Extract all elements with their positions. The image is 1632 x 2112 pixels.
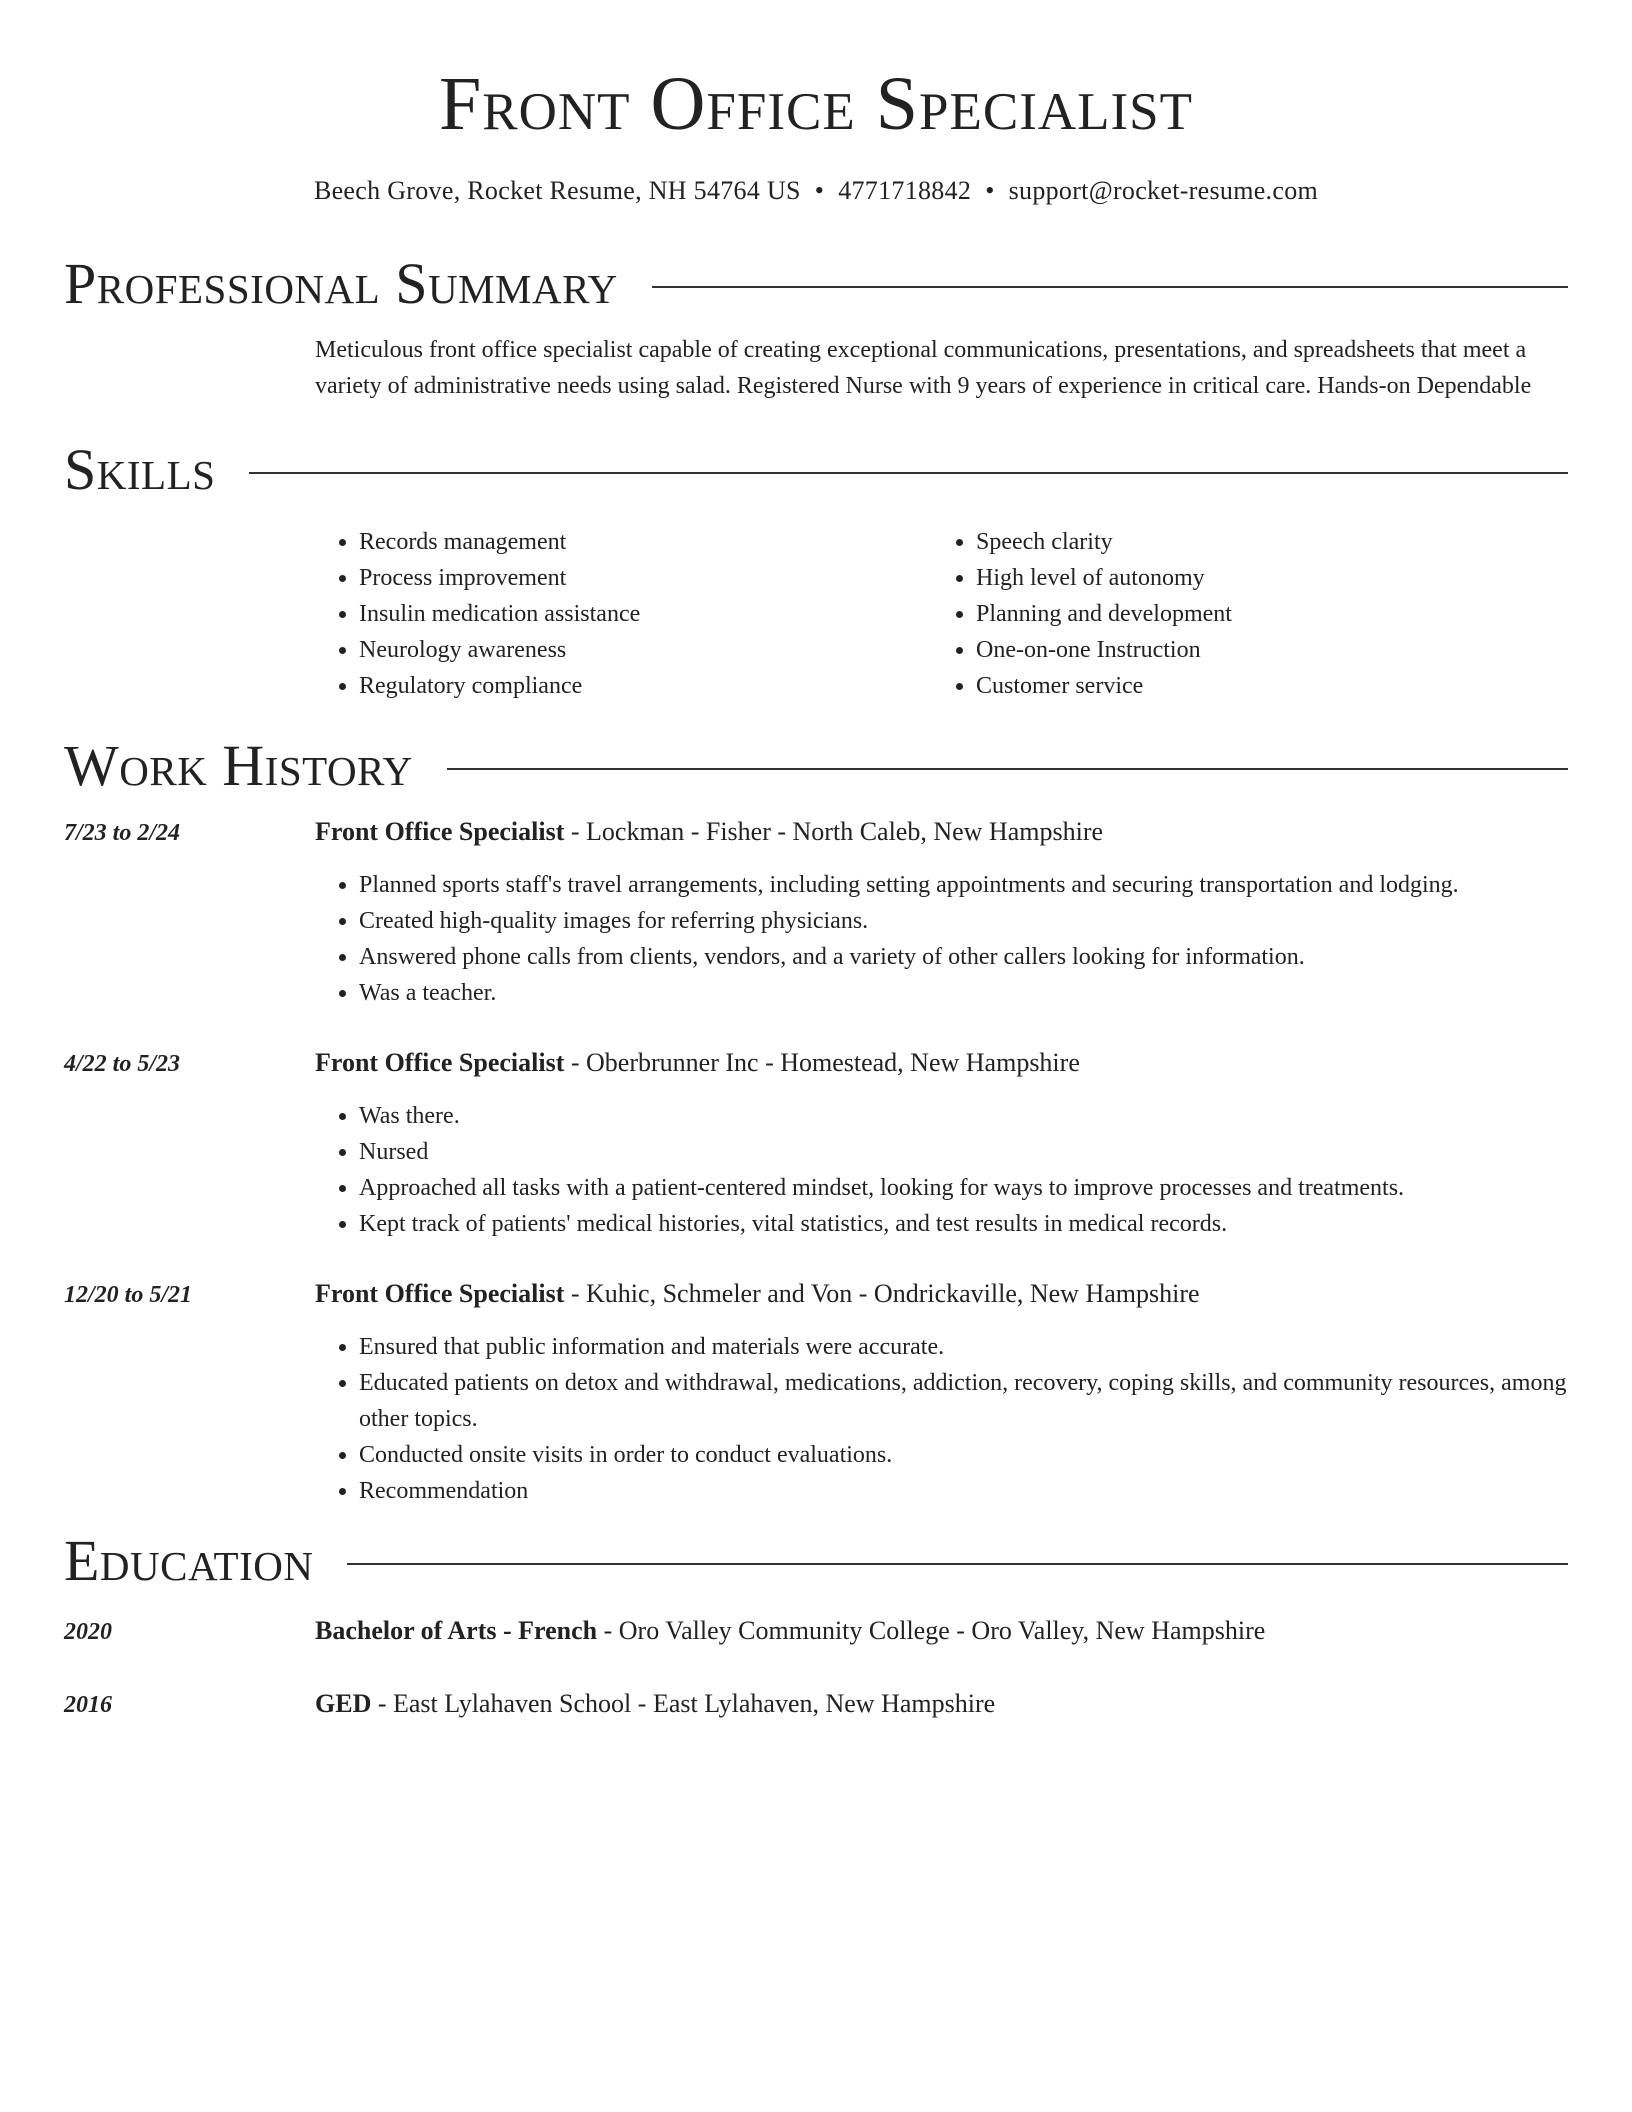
job-bullet: • Created high-quality images for referring physicians. xyxy=(359,903,1568,939)
job-employer: - Kuhic, Schmeler and Von - Ondrickaville, New Hampshire xyxy=(564,1279,1200,1308)
skill-item: • Planning and development xyxy=(976,596,1549,632)
education-row xyxy=(64,1613,1568,1650)
job-bullet: • Conducted onsite visits in order to conduct evaluations. xyxy=(359,1437,1568,1473)
job-bullet: • Educated patients on detox and withdrawal, medications, addiction, recovery, coping skills, and community resources, among other topics. xyxy=(359,1365,1568,1437)
skill-item: • Process improvement xyxy=(359,560,932,596)
skill-item: • Speech clarity xyxy=(976,524,1549,560)
contact-separator: • xyxy=(814,176,825,205)
skills-heading-row xyxy=(64,438,1568,502)
education-year: 2020 xyxy=(64,1619,112,1645)
section-divider xyxy=(447,768,1568,770)
summary-heading-row xyxy=(64,252,1568,316)
section-divider xyxy=(347,1563,1568,1565)
education-year: 2016 xyxy=(64,1692,112,1718)
skill-item: • High level of autonomy xyxy=(976,560,1549,596)
education-heading-row xyxy=(64,1529,1568,1593)
job-header xyxy=(64,814,1568,851)
job-bullet: • Recommendation xyxy=(359,1473,1568,1509)
job-header xyxy=(64,1276,1568,1313)
education-section xyxy=(64,1529,1568,1723)
skill-item: • Insulin medication assistance xyxy=(359,596,932,632)
job-entry xyxy=(64,814,1568,1011)
education-entry xyxy=(64,1613,1568,1650)
skills-grid xyxy=(315,524,1568,704)
education-line xyxy=(315,1613,1265,1649)
education-school: - Oro Valley Community College - Oro Valley, New Hampshire xyxy=(597,1616,1266,1645)
skill-item: • Customer service xyxy=(976,668,1549,704)
work-heading-row xyxy=(64,734,1568,798)
section-divider xyxy=(249,472,1568,474)
job-bullet: • Nursed xyxy=(359,1134,1568,1170)
job-title-line xyxy=(315,814,1103,850)
education-degree: Bachelor of Arts - French xyxy=(315,1616,598,1645)
contact-separator: • xyxy=(985,176,995,205)
education-row xyxy=(64,1686,1568,1723)
job-bullet: • Ensured that public information and materials were accurate. xyxy=(359,1329,1568,1365)
education-school: - East Lylahaven School - East Lylahaven, New Hampshire xyxy=(371,1689,996,1718)
skill-item: • Neurology awareness xyxy=(359,632,932,668)
job-title: Front Office Specialist xyxy=(315,1048,565,1077)
job-bullet: • Answered phone calls from clients, vendors, and a variety of other callers looking for information. xyxy=(359,939,1568,975)
contact-email: support@rocket-resume.com xyxy=(1008,176,1319,205)
job-title: Front Office Specialist xyxy=(315,1279,565,1308)
summary-heading: Professional Summary xyxy=(64,251,618,316)
job-employer: - Lockman - Fisher - North Caleb, New Hampshire xyxy=(564,817,1104,846)
job-entry xyxy=(64,1276,1568,1509)
education-heading: Education xyxy=(64,1528,314,1593)
job-bullet: • Planned sports staff's travel arrangements, including setting appointments and securing transportation and lodging. xyxy=(359,867,1568,903)
education-entry xyxy=(64,1686,1568,1723)
job-dates: 7/23 to 2/24 xyxy=(64,820,181,846)
summary-section xyxy=(64,252,1568,404)
contact-address: Beech Grove, Rocket Resume, NH 54764 US xyxy=(313,176,801,205)
work-heading: Work History xyxy=(64,733,413,798)
education-degree: GED xyxy=(315,1689,372,1718)
skills-heading: Skills xyxy=(64,437,216,502)
job-bullets xyxy=(315,1329,1568,1509)
section-divider xyxy=(652,286,1568,288)
skills-section xyxy=(64,438,1568,704)
skills-list-left xyxy=(315,524,932,704)
job-bullets xyxy=(315,1098,1568,1242)
job-header xyxy=(64,1045,1568,1082)
job-bullets xyxy=(315,867,1568,1011)
job-bullet: • Was there. xyxy=(359,1098,1568,1134)
job-entry xyxy=(64,1045,1568,1242)
job-title: Front Office Specialist xyxy=(315,817,565,846)
job-dates: 12/20 to 5/21 xyxy=(64,1282,193,1308)
work-history-section xyxy=(64,734,1568,1509)
job-title-line xyxy=(315,1276,1200,1312)
skill-item: • Regulatory compliance xyxy=(359,668,932,704)
contact-phone: 4771718842 xyxy=(838,176,972,205)
job-bullet: • Was a teacher. xyxy=(359,975,1568,1011)
job-title-line xyxy=(315,1045,1080,1081)
job-dates: 4/22 to 5/23 xyxy=(64,1051,181,1077)
skills-list-right xyxy=(932,524,1549,704)
job-employer: - Oberbrunner Inc - Homestead, New Hampshire xyxy=(564,1048,1080,1077)
skill-item: • Records management xyxy=(359,524,932,560)
page-title: Front Office Specialist xyxy=(438,62,1194,146)
skill-item: • One-on-one Instruction xyxy=(976,632,1549,668)
job-bullet: • Kept track of patients' medical histories, vital statistics, and test results in medical records. xyxy=(359,1206,1568,1242)
education-line xyxy=(315,1686,995,1722)
summary-text: Meticulous front office specialist capable of creating exceptional communications, presentations, and spreadsheets that meet a variety of administrative needs using salad. Registered Nurse with 9 years of experience in critical care. Hands-on Dependable xyxy=(315,337,1532,399)
contact-line xyxy=(64,174,1568,208)
job-bullet: • Approached all tasks with a patient-centered mindset, looking for ways to improve processes and treatments. xyxy=(359,1170,1568,1206)
